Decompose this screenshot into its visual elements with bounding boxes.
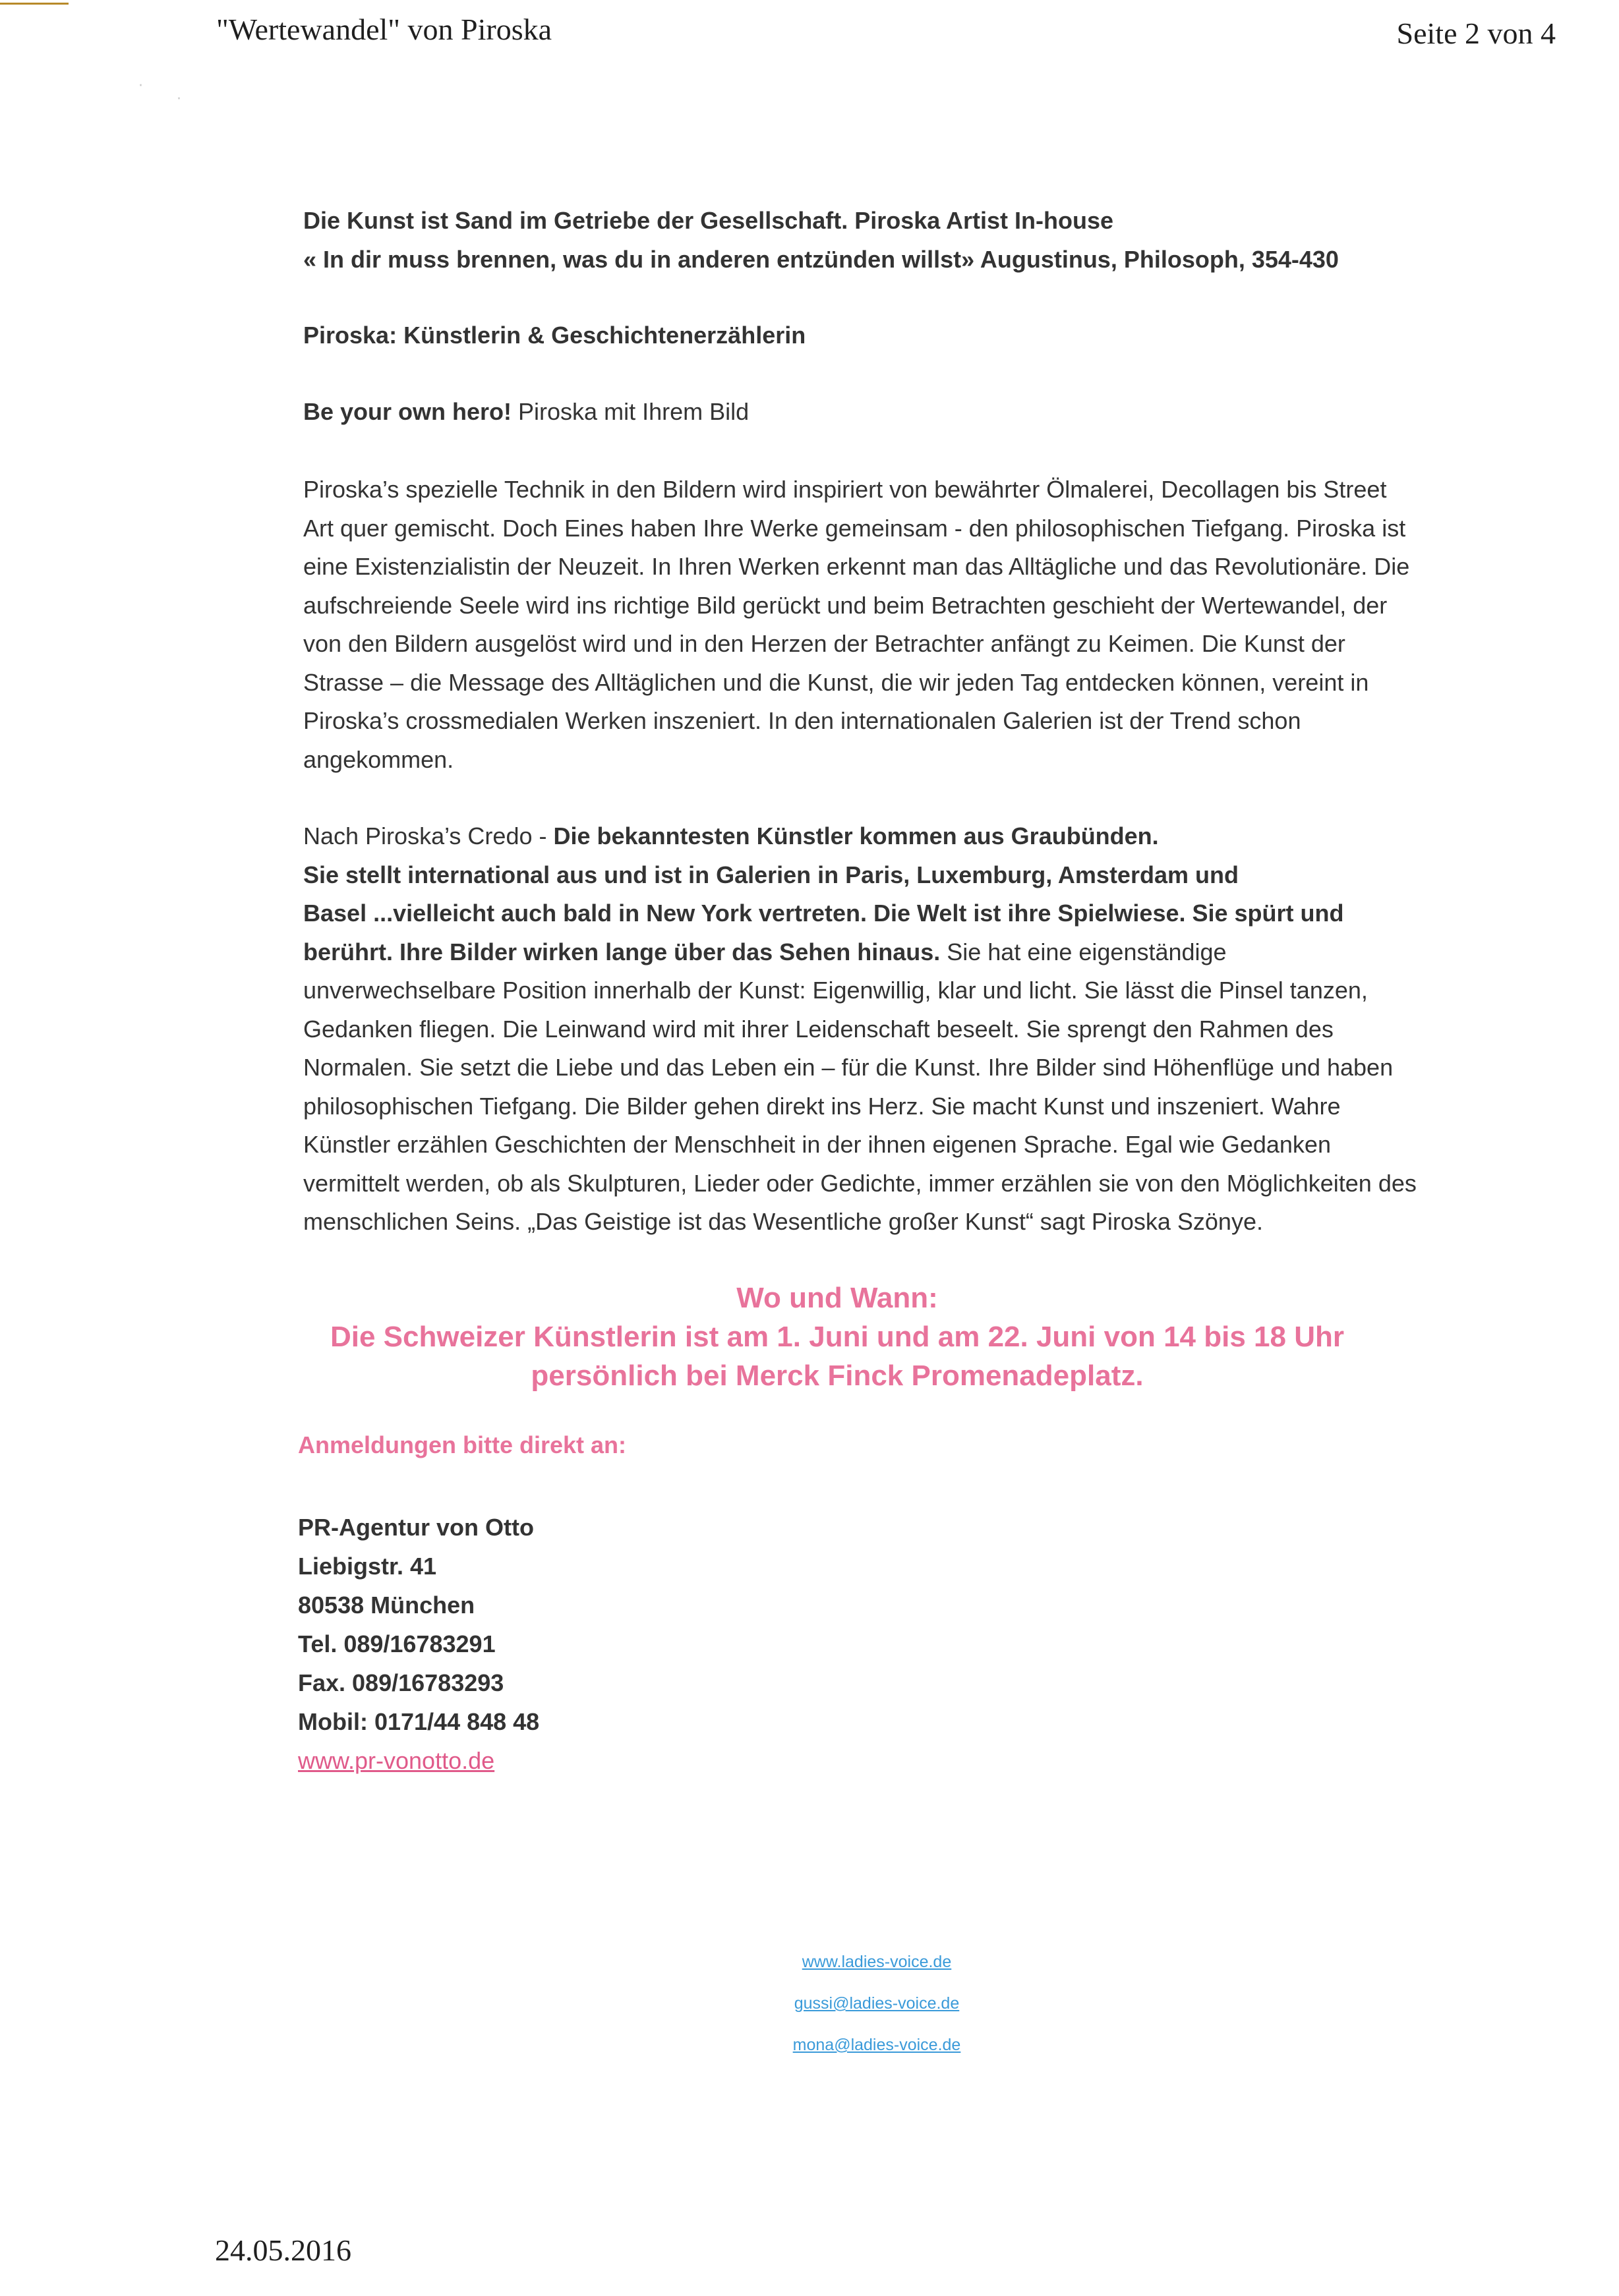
paragraph-line: menschlichen Seins. „Das Geistige ist das Wesentliche großer Kunst“ sagt Piroska Szönye. (303, 1208, 1263, 1235)
contact-fax: Fax. 089/16783293 (298, 1669, 504, 1696)
paragraph-line: angekommen. (303, 745, 454, 773)
event-line: persönlich bei Merck Finck Promenadeplatz. (531, 1360, 1144, 1392)
contact-name: PR-Agentur von Otto (298, 1514, 534, 1541)
registration-label: Anmeldungen bitte direkt an: (298, 1431, 627, 1458)
document-header-title: "Wertewandel" von Piroska (216, 13, 552, 46)
subtitle-line (303, 316, 1470, 355)
scan-speck: · (177, 91, 181, 107)
scan-speck: · (138, 78, 143, 94)
contact-address (298, 1508, 539, 1780)
footer-link-email-gussi[interactable]: gussi@ladies-voice.de (794, 1994, 960, 2013)
hero-slogan: Be your own hero! (303, 398, 512, 425)
paragraph-bold-segment: berührt. Ihre Bilder wirken lange über das Sehen hinaus. (303, 938, 941, 965)
paragraph-line: eine Existenzialistin der Neuzeit. In Ihren Werken erkennt man das Alltägliche und das Revolutionäre. Die (303, 553, 1410, 580)
paragraph-line: philosophischen Tiefgang. Die Bilder gehen direkt ins Herz. Sie macht Kunst und inszeniert. Wahre (303, 1092, 1341, 1120)
contact-mobile: Mobil: 0171/44 848 48 (298, 1708, 540, 1735)
paragraph-line: Piroska’s spezielle Technik in den Bildern wird inspiriert von bewährter Ölmalerei, Decollagen bis Street (303, 476, 1387, 503)
hero-line (303, 393, 1470, 432)
footer-link-website[interactable]: www.ladies-voice.de (802, 1953, 952, 1971)
intro-quote-line: « In dir muss brennen, was du in anderen entzünden willst» Augustinus, Philosoph, 354-430 (303, 245, 1339, 273)
paragraph-line: Gedanken fliegen. Die Leinwand wird mit ihrer Leidenschaft beseelt. Sie sprengt den Rahmen des (303, 1015, 1334, 1043)
paragraph-line: Sie stellt international aus und ist in Galerien in Paris, Luxemburg, Amsterdam und (303, 861, 1239, 888)
paragraph-line: Künstler erzählen Geschichten der Menschheit in der ihnen eigenen Sprache. Egal wie Gedanken (303, 1131, 1331, 1158)
paragraph-line: unverwechselbare Position innerhalb der Kunst: Eigenwillig, klar und licht. Sie lässt die Pinsel tanzen, (303, 977, 1368, 1004)
paragraph-line: Basel ...vielleicht auch bald in New York vertreten. Die Welt ist ihre Spielwiese. Sie spürt und (303, 900, 1344, 927)
event-heading: Wo und Wann: (736, 1282, 938, 1314)
hero-caption: Piroska mit Ihrem Bild (512, 398, 750, 425)
paragraph-line: von den Bildern ausgelöst wird und in den Herzen der Betrachter anfängt zu Keimen. Die Kunst der (303, 630, 1345, 657)
intro-block (303, 202, 1470, 279)
footer-links (659, 1941, 1094, 2066)
page-indicator: Seite 2 von 4 (1396, 16, 1556, 50)
artist-subtitle: Piroska: Künstlerin & Geschichtenerzählerin (303, 322, 806, 349)
paragraph-line: vermittelt werden, ob als Skulpturen, Lieder oder Gedichte, immer erzählen sie von den Möglichkeiten des (303, 1169, 1417, 1197)
paragraph-line: Normalen. Sie setzt die Liebe und das Leben ein – für die Kunst. Ihre Bilder sind Höhenflüge und haben (303, 1054, 1394, 1081)
paragraph-technique (303, 471, 1470, 779)
contact-city: 80538 München (298, 1592, 475, 1619)
paragraph-line: aufschreiende Seele wird ins richtige Bild gerückt und beim Betrachten geschieht der Wertewandel, der (303, 591, 1388, 619)
paragraph-line: Piroska’s crossmedialen Werken inszeniert. In den internationalen Galerien ist der Trend schon (303, 707, 1301, 734)
website-link[interactable]: www.pr-vonotto.de (298, 1747, 495, 1774)
footer-link-email-mona[interactable]: mona@ladies-voice.de (792, 2036, 961, 2054)
paragraph-segment: Sie hat eine eigenständige (940, 938, 1227, 965)
event-line: Die Schweizer Künstlerin ist am 1. Juni und am 22. Juni von 14 bis 18 Uhr (330, 1321, 1344, 1353)
scan-corner-mark (0, 3, 69, 5)
credo-statement: Die bekanntesten Künstler kommen aus Graubünden. (553, 822, 1159, 849)
intro-line-1: Die Kunst ist Sand im Getriebe der Gesellschaft. Piroska Artist In-house (303, 207, 1113, 234)
event-announcement (198, 1278, 1477, 1395)
paragraph-line: Art quer gemischt. Doch Eines haben Ihre Werke gemeinsam - den philosophischen Tiefgang. Piroska ist (303, 514, 1406, 542)
contact-street: Liebigstr. 41 (298, 1553, 437, 1580)
paragraph-credo (303, 817, 1470, 1242)
footer-date: 24.05.2016 (215, 2233, 351, 2267)
paragraph-line: Strasse – die Message des Alltäglichen und die Kunst, die wir jeden Tag entdecken können, vereint in (303, 668, 1369, 696)
contact-tel: Tel. 089/16783291 (298, 1630, 496, 1657)
credo-intro: Nach Piroska’s Credo - (303, 822, 554, 849)
